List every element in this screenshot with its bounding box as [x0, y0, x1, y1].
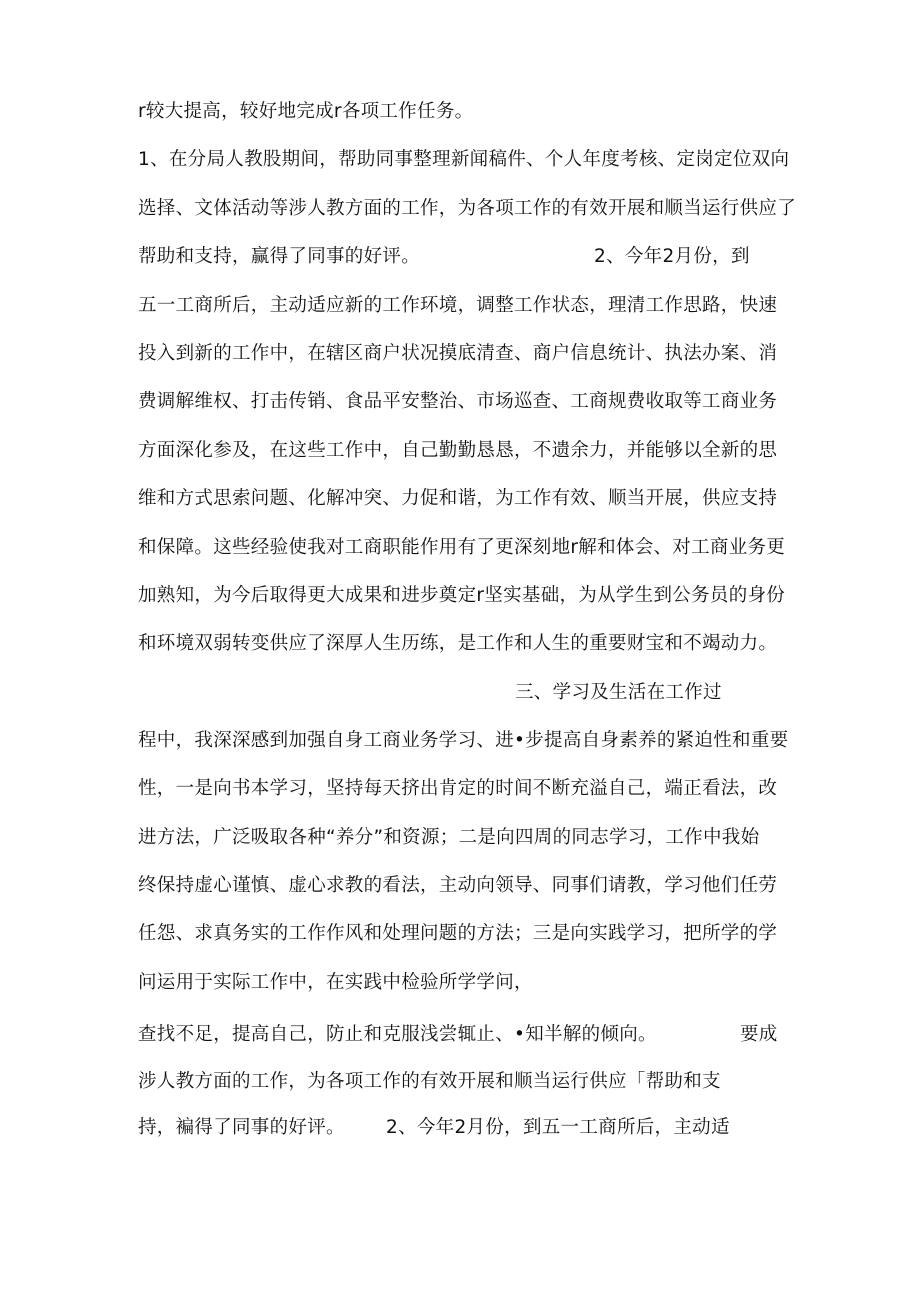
text-line: 终保持虚心谨慎、虚心求教的看法，主动向领导、同事们请教，学习他们任劳 [138, 875, 778, 896]
text-line: 和保障。这些经验使我对工商职能作用有了更深刻地r解和体会、对工商业务更 [138, 537, 786, 558]
text-line: 投入到新的工作中，在辖区商户状况摸底清查、商户信息统计、执法办案、消 [138, 343, 778, 364]
text-line: 问运用于实际工作中，在实践中检验所学学问， [138, 972, 533, 993]
text-line: 加熟知，为今后取得更大成果和进步奠定r坚实基础，为从学生到公务员的身份 [138, 585, 786, 606]
text-line: 维和方式思索问题、化解冲突、力促和谐，为工作有效、顺当开展，供应支持 [138, 488, 778, 509]
text-line: 选择、文体活动等涉人教方面的工作，为各项工作的有效开展和顺当运行供应了 [138, 198, 797, 219]
text-line: 五一工商所后，主动适应新的工作环境，调整工作状态，理清工作思路，快速 [138, 295, 778, 316]
text-line: 性，一是向书本学习，坚持每天挤出肯定的时间不断充溢自己，端正看法，改 [138, 778, 778, 799]
text-line: 涉人教方面的工作，为各项工作的有效开展和顺当运行供应「帮助和支 [138, 1071, 721, 1092]
text-line: 方面深化参及，在这些工作中，自己勤勤恳恳，不遗余力，并能够以全新的思 [138, 440, 778, 461]
text-line: r较大提高，较好地完成r各项工作任务。 [138, 101, 474, 122]
text-line: 进方法，广泛吸取各种“养分”和资源；二是向四周的同志学习，工作中我始 [138, 827, 760, 848]
text-line: 任怨、求真务实的工作作风和处理问题的方法；三是向实践学习，把所学的学 [138, 923, 778, 944]
text-segment: 持，褊得了同事的好评。 [138, 1117, 345, 1138]
text-line: 1、在分局人教股期间，帮助同事整理新闻稿件、个人年度考核、定岗定位双向 [138, 149, 790, 170]
text-line: 程中，我深深感到加强自身工商业务学习、进•步提高自身素养的紧迫性和重要 [138, 730, 789, 751]
text-segment: 要成 [740, 1024, 778, 1045]
section-heading: 三、学习及生活在工作过 [515, 682, 722, 703]
text-segment: 查找不足，提高自己，防止和克服浅尝辄止、•知半解的倾向。 [138, 1024, 657, 1045]
text-line: 费调解维权、打击传销、食品平安整治、市场巡查、工商规费收取等工商业务 [138, 391, 778, 412]
text-segment: 2、今年2月份，到 [594, 246, 750, 267]
text-segment: 帮助和支持，赢得了同事的好评。 [138, 246, 421, 267]
text-segment: 2、今年2月份，到五一工商所后，主动适 [386, 1117, 730, 1138]
text-line: 和环境双弱转变供应了深厚人生历练，是工作和人生的重要财宝和不竭动力。 [138, 633, 778, 654]
